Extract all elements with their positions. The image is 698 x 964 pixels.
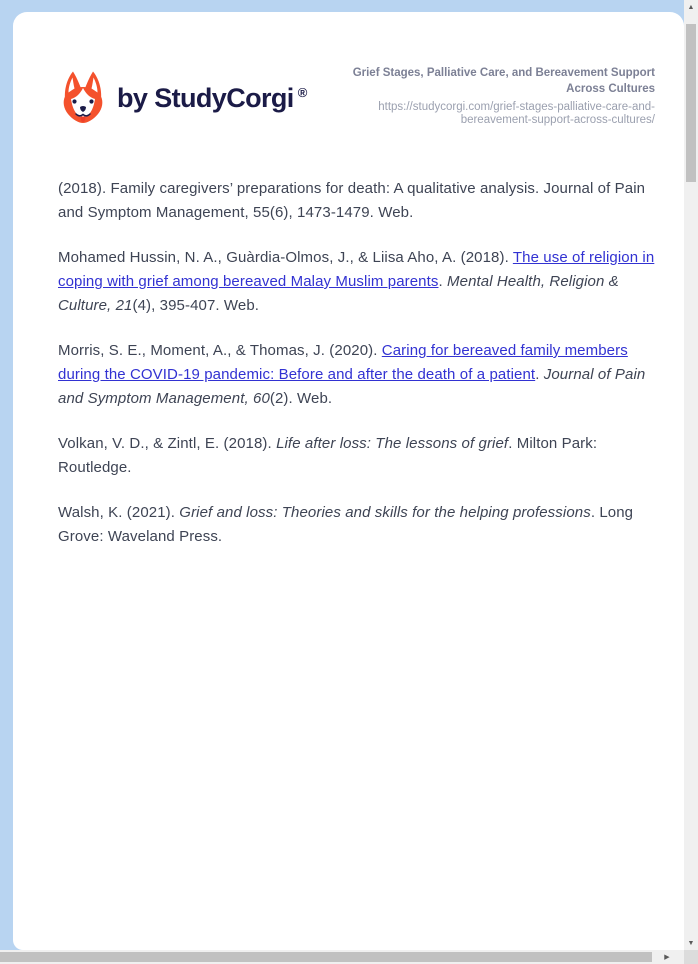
reference-text: .	[535, 366, 544, 383]
document-title-line-2: Across Cultures	[566, 83, 655, 95]
references-list	[58, 177, 656, 570]
scroll-down-icon[interactable]: ▼	[687, 939, 695, 947]
reference-text: Walsh, K. (2021).	[58, 504, 180, 521]
reference-entry	[58, 501, 656, 549]
corgi-icon	[58, 70, 108, 127]
reference-entry	[58, 432, 656, 480]
document-title	[305, 65, 655, 97]
vertical-scrollbar-thumb[interactable]	[686, 24, 696, 182]
reference-text: Mohamed Hussin, N. A., Guàrdia-Olmos, J., & Liisa Aho, A. (2018).	[58, 249, 513, 266]
reference-entry	[58, 177, 656, 225]
reference-text: .	[438, 273, 448, 290]
document-page	[13, 12, 684, 950]
reference-italic-text: Life after loss: The lessons of grief	[276, 435, 509, 452]
reference-text: . Long Grove: Waveland Press.	[58, 504, 634, 545]
reference-italic-text: Journal of Pain and Symptom Management, 60	[58, 366, 646, 407]
scrollbar-corner	[684, 950, 698, 964]
horizontal-scrollbar[interactable]	[0, 950, 684, 964]
document-header-info	[305, 65, 655, 127]
reference-text: Volkan, V. D., & Zintl, E. (2018).	[58, 435, 277, 452]
horizontal-scrollbar-thumb[interactable]	[0, 952, 652, 962]
studycorgi-logo	[58, 70, 307, 127]
logo-text: by StudyCorgi	[117, 83, 294, 113]
logo-wordmark	[117, 83, 307, 114]
reference-text: (4), 395-407. Web.	[132, 297, 260, 314]
scroll-up-icon[interactable]: ▲	[687, 3, 695, 11]
reference-italic-text: Mental Health, Religion & Culture, 21	[58, 273, 619, 314]
reference-text: (2). Web.	[269, 390, 333, 407]
vertical-scrollbar[interactable]	[684, 0, 698, 950]
document-url-line-1: https://studycorgi.com/grief-stages-palliative-care-and-	[378, 101, 655, 113]
document-url-line-2: bereavement-support-across-cultures/	[460, 114, 655, 126]
reference-text: Morris, S. E., Moment, A., & Thomas, J. (2020).	[58, 342, 382, 359]
reference-text: (2018). Family caregivers’ preparations for death: A qualitative analysis. Journal of Pain and Symptom Management, 55(6), 1473-1479. Web.	[58, 180, 646, 221]
document-title-line-1: Grief Stages, Palliative Care, and Bereavement Support	[352, 67, 655, 79]
reference-italic-text: Grief and loss: Theories and skills for the helping professions	[179, 504, 591, 521]
document-url	[305, 101, 655, 127]
reference-entry	[58, 246, 656, 318]
reference-entry	[58, 339, 656, 411]
scroll-right-icon[interactable]: ▶	[664, 954, 670, 961]
reference-text: . Milton Park: Routledge.	[58, 435, 598, 476]
registered-trademark: ®	[297, 85, 307, 100]
reference-link[interactable]: Caring for bereaved family members during the COVID-19 pandemic: Before and after the death of a patient	[58, 342, 628, 383]
reference-link[interactable]: The use of religion in coping with grief among bereaved Malay Muslim parents	[58, 249, 655, 290]
